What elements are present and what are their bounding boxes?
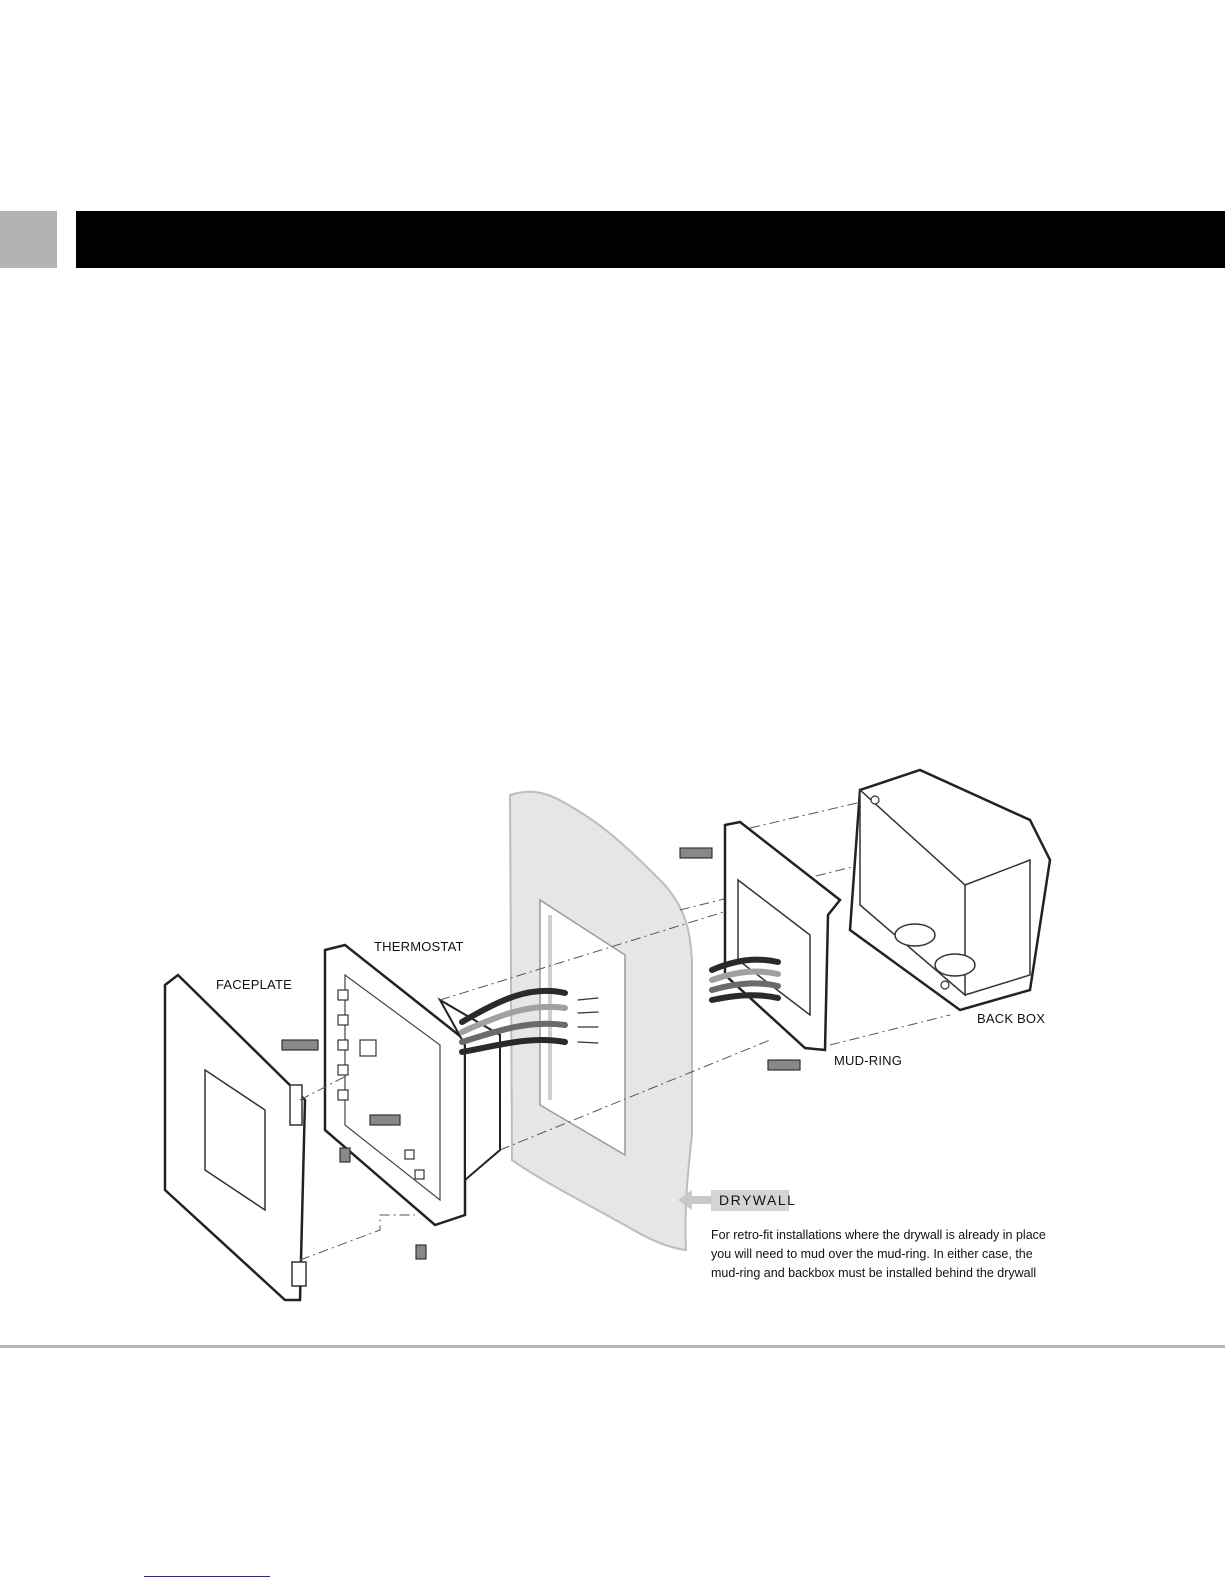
retrofit-note-line-1: For retro-fit installations where the drywall is already in place: [711, 1228, 1046, 1242]
thermostat-illustration: [325, 945, 500, 1225]
back-box-label: BACK BOX: [977, 1011, 1046, 1026]
thermostat-label: THERMOSTAT: [374, 939, 464, 954]
drywall-panel: [510, 792, 692, 1250]
back-box-illustration: [850, 770, 1050, 1010]
section-header-bar: [76, 211, 1225, 268]
footer-link-underline[interactable]: [144, 1576, 270, 1577]
faceplate-label: FACEPLATE: [216, 977, 292, 992]
retrofit-note-line-3: mud-ring and backbox must be installed behind the drywall: [711, 1266, 1037, 1280]
section-side-tab: [0, 211, 57, 268]
retrofit-note-line-2: you will need to mud over the mud-ring. In either case, the: [711, 1247, 1033, 1261]
retrofit-note: [711, 1226, 1086, 1283]
footer-rule: [0, 1345, 1225, 1348]
drywall-label: DRYWALL: [711, 1190, 789, 1211]
mud-ring-label: MUD-RING: [834, 1053, 903, 1068]
faceplate-illustration: [165, 975, 306, 1300]
mud-ring-illustration: [725, 822, 840, 1050]
